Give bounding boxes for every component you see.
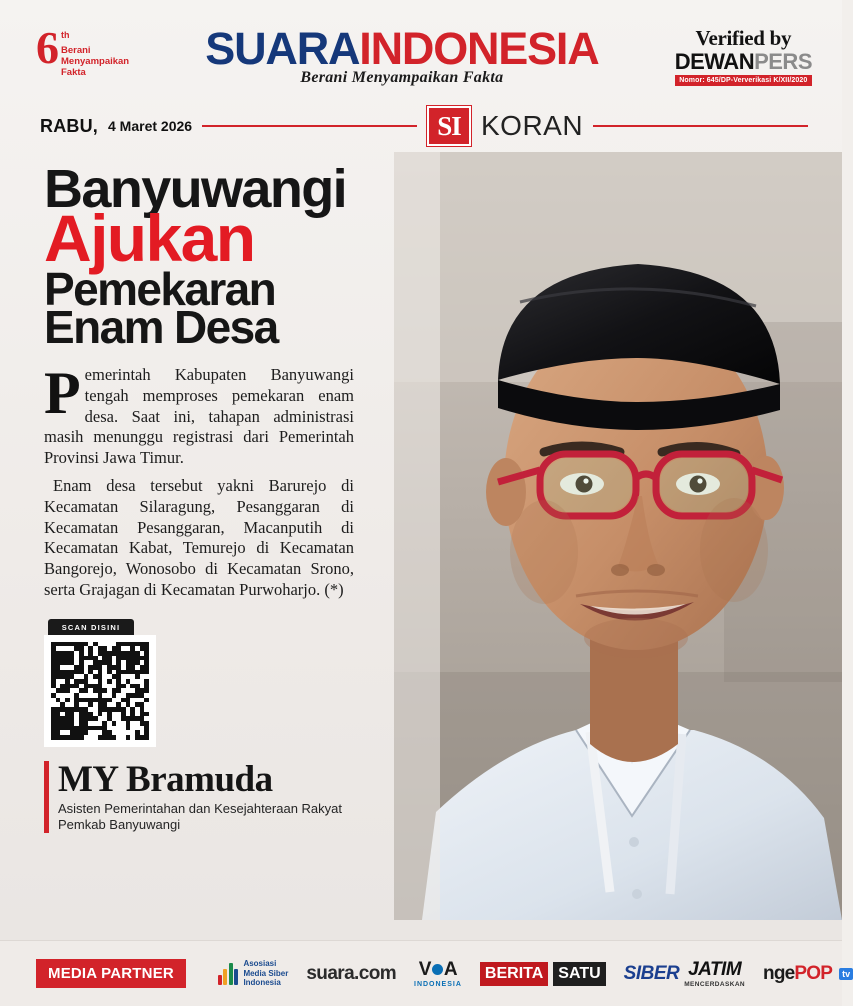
date-bar <box>0 104 842 152</box>
partner-logo-list <box>218 959 853 988</box>
amsi-icon <box>218 963 239 985</box>
amsi-line-3: Indonesia <box>243 978 281 988</box>
verified-by-dewan-pers <box>675 10 812 86</box>
byline-role-line-1: Asisten Pemerintahan dan Kesejahteraan Rakyat <box>58 800 343 816</box>
si-logo: SI <box>427 106 471 146</box>
partner-berita-satu[interactable] <box>480 962 606 986</box>
headline-line-2: Ajukan <box>44 201 255 276</box>
voa-letter-a: A <box>443 959 458 980</box>
voa-dot-icon <box>432 964 443 975</box>
dewan-label: DEWAN <box>674 49 755 74</box>
beritasatu-right: SATU <box>553 962 605 986</box>
ngepop-label-b: POP <box>794 962 833 984</box>
date-day: RABU, <box>40 115 98 136</box>
headline-line-1: Banyuwangi <box>44 159 347 219</box>
media-partner-label: MEDIA PARTNER <box>36 959 186 988</box>
amsi-line-2: Media Siber <box>243 968 289 978</box>
ngepop-label-a: nge <box>763 962 795 984</box>
brand-block <box>129 10 675 87</box>
anniversary-logo <box>36 10 129 79</box>
amsi-line-1: Asosiasi <box>243 959 277 969</box>
headline-line-3: Pemekaran <box>44 262 276 315</box>
qr-scan-label: SCAN DISINI <box>48 619 134 635</box>
verified-label: Verified by <box>695 26 792 50</box>
byline-accent-bar <box>44 761 49 834</box>
article-paragraph-2: Enam desa tersebut yakni Barurejo di Kecamatan Silaragung, Pesanggaran di Kecamatan Pesanggaran, Macanputih di Kecamatan Kabat, Temurejo di Kecamatan Bangorejo, Wonosobo di Kecamatan Srono, serta Grajagan di Kecamatan Purwoharjo. (*) <box>44 476 354 599</box>
anniversary-number: 6 <box>36 22 57 73</box>
ngepop-tv-badge: tv <box>839 968 853 980</box>
divider-right <box>593 125 808 127</box>
masthead <box>0 0 842 104</box>
anniversary-line3: Fakta <box>61 67 86 79</box>
article-column <box>0 152 430 833</box>
article-paragraph-1: Pemerintah Kabupaten Banyuwangi tengah memproses pemekaran enam desa. Saat ini, tahapan administrasi masih menunggu registrasi dari Pemerintah Provinsi Jawa Timur. <box>44 360 354 468</box>
qr-code[interactable] <box>44 635 156 747</box>
brand-name-part2: INDONESIA <box>359 23 599 74</box>
partner-siber-jatim[interactable] <box>624 959 745 988</box>
partner-amsi[interactable] <box>218 959 288 987</box>
headline-line-4: Enam Desa <box>44 301 278 354</box>
brand-name-part1: SUARA <box>205 23 360 74</box>
suara-com-label: suara.com <box>306 962 396 984</box>
siber-label: SIBER <box>623 962 680 984</box>
anniversary-line2: Menyampaikan <box>61 56 130 68</box>
anniversary-line1: Berani <box>61 45 91 56</box>
edition-label: KORAN <box>481 110 584 141</box>
partner-voa-indonesia[interactable] <box>414 959 462 988</box>
portrait-illustration <box>394 152 842 920</box>
byline-role-line-2: Pemkab Banyuwangi <box>58 816 181 832</box>
headline <box>44 159 430 354</box>
anniversary-ordinal: th <box>61 30 70 40</box>
qr-code-matrix <box>51 642 149 740</box>
date-full: 4 Maret 2026 <box>108 118 193 134</box>
partner-ngepop[interactable] <box>763 963 853 985</box>
voa-letter-v: V <box>418 959 431 980</box>
article-body <box>44 360 354 601</box>
brand-tagline: Berani Menyampaikan Fakta <box>300 68 504 86</box>
jatim-sublabel: MENCERDASKAN <box>684 981 746 988</box>
jatim-label: JATIM <box>688 959 742 980</box>
feature-photo <box>394 152 842 920</box>
divider-left <box>202 125 417 127</box>
qr-code-block[interactable] <box>44 619 156 747</box>
byline <box>44 758 444 834</box>
partner-suara-com[interactable] <box>306 963 396 985</box>
byline-name: MY Bramuda <box>58 758 273 800</box>
page-body <box>0 152 842 982</box>
pers-label: PERS <box>754 49 812 74</box>
verification-number-badge: Nomor: 645/DP-Ververikasi K/XII/2020 <box>675 75 812 86</box>
voa-sublabel: INDONESIA <box>414 981 462 988</box>
footer-media-partners <box>0 940 851 1006</box>
beritasatu-left: BERITA <box>480 962 548 986</box>
